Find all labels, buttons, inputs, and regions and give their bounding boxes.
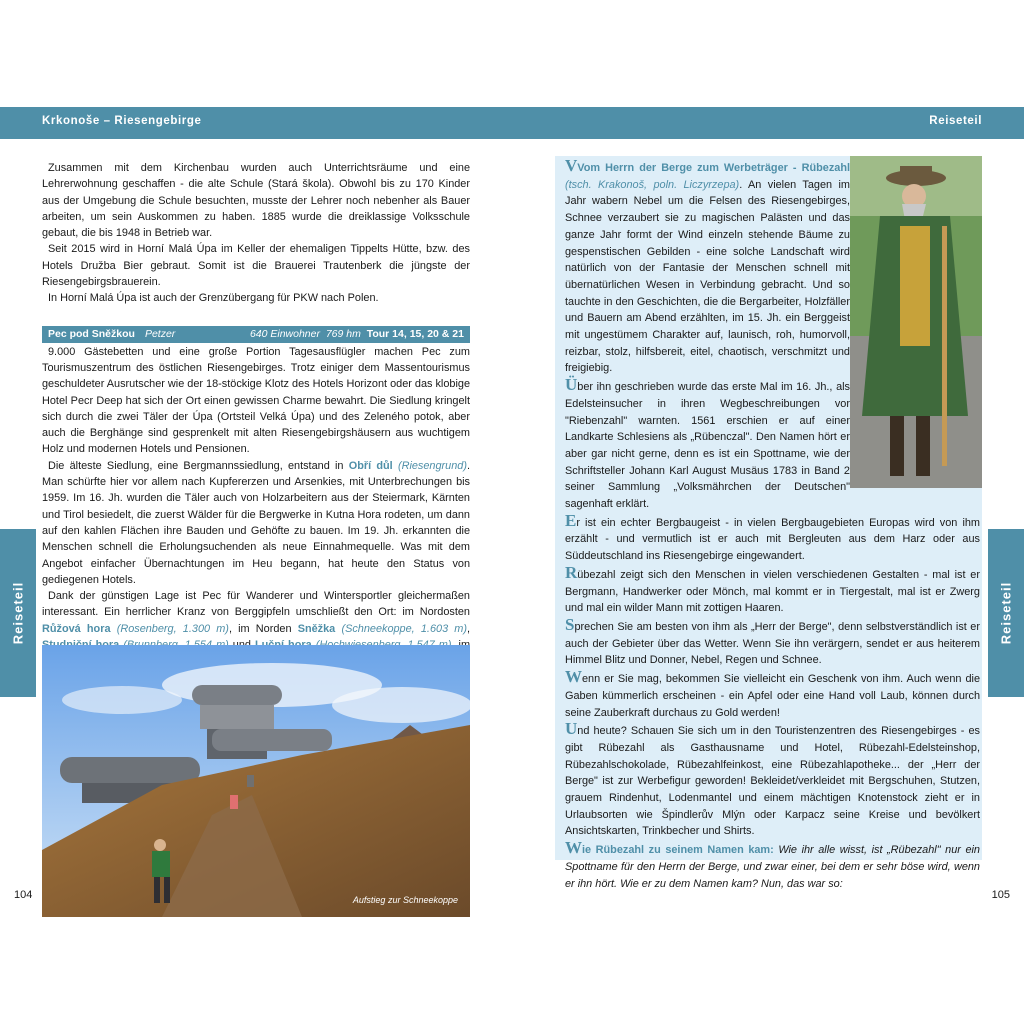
pec-name: Pec pod Sněžkou xyxy=(48,327,135,340)
left-paragraph-6: Dank der günstigen Lage ist Pec für Wanderer und Wintersportler gleichermaßen interessant. Ein herrlicher Kranz von Berggipfeln umschließt den Ort: im Nordosten Růžová hora (Rosenberg, 1.300 m), im Norden Sněžka (Schneekoppe, 1.603 m), xyxy=(42,588,470,669)
pec-altitude: 769 hm xyxy=(325,327,361,340)
page-number-left: 104 xyxy=(14,889,33,901)
rubezahl-paragraph-1: VVom Herrn der Berge zum Werbeträger - Rübezahl (tsch. Krakonoš, poln. Liczyrzepa). An vielen Tagen im Jahr wabern Nebel um die Felsen des Riesengebirges, Schnee verzaubert sie zu magischen Palästen und das ganze Jahr formt der Wind einzeln stehende Bäume zu gespenstischen Gebilden - eine solche Landschaft wird natürlich von der Fantasie der Menschen schnell mit übernatürlichen Wesen in Verbindung gebracht. Und so tauchte in den Geschichten, die die Bergarbeiter, Holzfäller und Bauern am Abend erzählten, im 15. Jh. ein Berggeist mit ungestümem Charakter auf, launisch, roh, humorvoll, reizbar, stolz, hilfsbereit, eitel, chaotisch, verschmitzt und freigiebig. xyxy=(565,156,850,375)
dropcap-v: V xyxy=(565,156,578,175)
photo-caption: Aufstieg zur Schneekoppe xyxy=(352,895,458,905)
side-tab-right xyxy=(988,529,1024,697)
left-paragraph-2: Seit 2015 wird in Horní Malá Úpa im Keller der ehemaligen Tippelts Hütte, bzw. des Hotels Družba Bier gebraut. Somit ist die Brauerei Trautenberk die jüngste der Riesengebirgsbrauerein. xyxy=(42,243,470,289)
rubezahl-text xyxy=(565,158,980,892)
rubezahl-paragraph-8: Wie Rübezahl zu seinem Namen kam: Wie ihr alle wisst, ist „Rübezahl" nur ein Spottname für den Herrn der Berge, und zwar einer, bei dem er sehr böse wird, wenn er ihn hört. Wie er zu dem Namen kam? Nun, das war so: xyxy=(565,838,980,890)
place-ruzova-hora: Růžová hora xyxy=(42,622,111,635)
observatory-disc-left xyxy=(60,757,200,783)
page-number-right: 105 xyxy=(991,889,1010,901)
left-paragraph-5: Die älteste Siedlung, eine Bergmannssiedlung, entstand in Obří důl (Riesengrund). Man schürfte hier vor allem nach Kupfererzen und Arsenkies, mit Unterbrechungen bis 1959. Im 16. Jh. wurden die Täler auch von Holzarbeitern aus der Steiermark, Kärnten und Tirol besiedelt, die zuerst Wälder für die Bergwerke in Kutna Hora rodeten, um dann auf den kahlen Flächen ihre Bauden und Gehöfte zu bauen. Im 19. Jh. erkannten die Menschen schnell die Erholungsuchenden als neue Einnahmequelle. Was mit dem Angebot einfacher Übernachtungen im Heu begann, hat heute den Status von gediegenen Hotels. xyxy=(42,459,470,586)
rubezahl-title: Vom Herrn der Berge zum Werbeträger - Rübezahl xyxy=(577,162,850,174)
left-paragraph-4: 9.000 Gästebetten und eine große Portion Tagesausflügler machen Pec zum Tourismuszentrum des östlichen Riesengebirges. Trotz einiger dem Massentourismus geschuldeter Ausrutscher wie der 18-stöckige Klotz des Hotels Horizont oder das klobige Hotel Pecr Deep hat sich der Ort einen gewissen Charme bewahrt. Die Siedlung kringelt sich durch die zwei Täler der Úpa (Ortsteil Velká Úpa) und des Zeleného potok, aber auch die Berghänge sind gesprenkelt mit alten Riesengebirgshäusern aus wuchtigem Holz und modernen Hotels und Pensionen. xyxy=(42,345,470,456)
left-paragraph-1: Zusammen mit dem Kirchenbau wurden auch Unterrichtsräume und eine Lehrerwohnung geschaffen - die alte Schule (Stará škola). Obwohl bis zu 170 Kinder aus der Umgebung die Schule besuchten, musste der Lehrer noch nebenher als Bauer arbeiten, um sein Auskommen zu haben. 1885 wurde die dreiklassige Volksschule gebaut, die bis 1948 in Betrieb war. xyxy=(42,162,470,240)
photo-snezka-ascent xyxy=(42,645,470,917)
header-left-title: Krkonoše – Riesengebirge xyxy=(42,115,202,127)
pec-inhabitants: 640 Einwohner xyxy=(249,327,320,340)
rubezahl-paragraph-6: Wenn er Sie mag, bekommen Sie vielleicht ein Geschenk von ihm. Auch wenn die Gaben kümmerlich erscheinen - ein Apfel oder eine Hand voll Laub, können durch seine Zauberkraft durchaus zu Gold werden! xyxy=(565,667,980,719)
side-tab-left xyxy=(0,529,36,697)
side-tab-left-label: Reiseteil xyxy=(10,581,26,645)
link-obri-dul: Obří důl xyxy=(348,459,393,472)
rubezahl-paragraph-5: Sprechen Sie am besten von ihm als „Herr der Berge", denn selbstverständlich ist er auch der Gebieter über das Wetter. Wenn Sie ihn verärgern, sendet er aus heiterem Himmel Blitz und Donner, Nebel, Regen und Schnee. xyxy=(565,614,980,667)
left-column xyxy=(42,160,470,670)
rubezahl-paragraph-4: Rübezahl zeigt sich den Menschen in vielen verschiedenen Gestalten - mal ist er Bergmann, Handwerker oder Mönch, mal kommt er in Tiergestalt, mal ist er Zwerg und mal ein wilder Mann mit zottigen Haaren. xyxy=(565,562,980,615)
pec-info-bar xyxy=(42,326,470,343)
place-snezka: Sněžka xyxy=(297,622,336,635)
rubezahl-paragraph-3: Er ist ein echter Bergbaugeist - in vielen Bergbaugebieten Europas wird von ihm erzählt - und vermutlich ist er auch mit Bergleuten aus dem Harz oder aus Süddeutschland ins Riesengebirge eingewandert. xyxy=(565,510,980,563)
header-right-title: Reiseteil xyxy=(929,115,982,127)
pec-tours: Tour 14, 15, 20 & 21 xyxy=(366,327,464,340)
rubezahl-paragraph-2: Über ihn geschrieben wurde das erste Mal im 16. Jh., als Edelsteinsucher in ihren Wegbeschreibungen vor "Riebenzahl" warnten. 1561 erschien er auf einer Landkarte Schlesiens als „Rübenczal". Den Namen hört er aber gar nicht gerne, denn es ist ein Spottname, wie der Schriftsteller Johann Karl August Musäus 1783 in Band 2 seiner Sammlung „Volksmährchen der Deutschen" sagenhaft erklärt. xyxy=(565,375,850,511)
observatory-disc-top xyxy=(192,685,282,705)
rubezahl-title-alt: (tsch. Krakonoš, poln. Liczyrzepa) xyxy=(565,178,740,191)
side-tab-right-label: Reiseteil xyxy=(998,581,1014,645)
left-paragraph-3: In Horní Malá Úpa ist auch der Grenzübergang für PKW nach Polen. xyxy=(48,292,379,305)
snezka-photo-illustration xyxy=(42,645,470,917)
observatory-disc-middle xyxy=(212,729,332,751)
pec-alt-name: Petzer xyxy=(144,327,176,340)
rubezahl-paragraph-7: Und heute? Schauen Sie sich um in den Touristenzentren des Riesengebirges - es gibt Rübezahl als Gasthausname und Hotel, Rübezahl-Edelsteinshop, Rübezahlschokolade, Rübezahlfeinkost, eine Rübezahlapotheke... der „Herr der Berge" ist zur Werbefigur geworden! Bekleidet/verkleidet mit Bergschuhen, Stutzen, grauem Rindenhut, Lodenmantel und einem mächtigen Knotenstock zieht er in Urlaubsorten wie Špindlerův Mlýn oder Karpacz seine Kreise und bevölkert Ansichtskarten, Trinkbecher und Shirts. xyxy=(565,719,980,838)
header-bar xyxy=(0,107,1024,139)
